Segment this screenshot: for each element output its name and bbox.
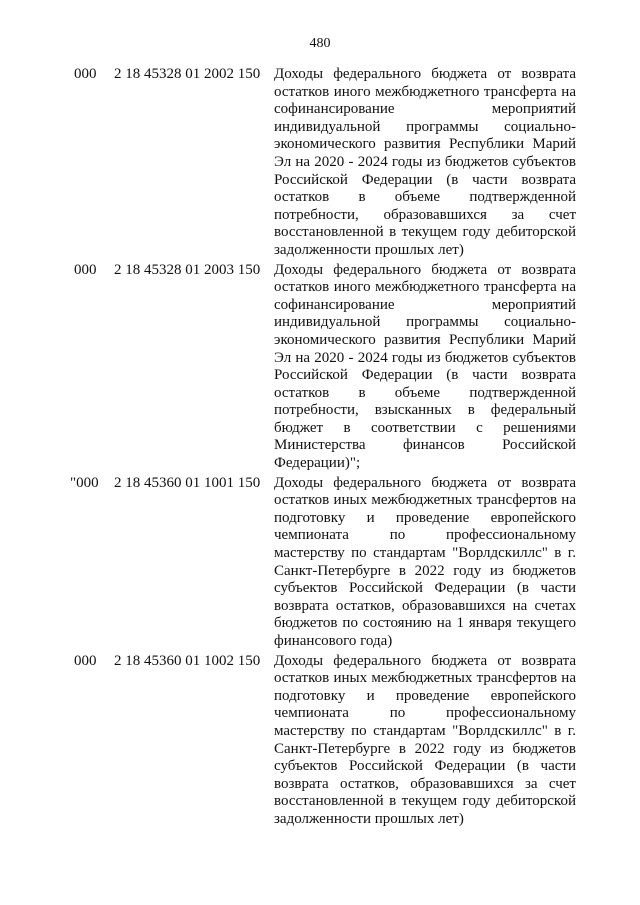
income-description: Доходы федерального бюджета от возврата остатков иного межбюджетного трансферта на софинансирование мероприятий индивидуальной программы социально-экономического развития Республики Марий Эл на 2020 - 2024 годы из бюджетов субъектов Российской Федерации (в части возврата остатков в объеме подтвержденной потребности, образовавшихся за счет восстановленной в текущем году дебиторской задолженности прошлых лет)	[274, 66, 576, 258]
admin-code: 000	[74, 66, 97, 82]
income-codes-list	[70, 66, 580, 831]
list-item	[70, 653, 580, 829]
income-description: Доходы федерального бюджета от возврата остатков иных межбюджетных трансфертов на подготовку и проведение европейского чемпионата по профессиональному мастерству по стандартам "Ворлдскиллс" в г. Санкт-Петербурге в 2022 году из бюджетов субъектов Российской Федерации (в части возврата остатков, образовавшихся на счетах бюджетов по состоянию на 1 января текущего финансового года)	[274, 474, 576, 649]
income-code: 2 18 45360 01 1001 150	[114, 474, 261, 491]
list-item	[70, 66, 580, 260]
admin-code: 000	[74, 261, 97, 278]
admin-code: 000	[74, 652, 97, 669]
income-code: 2 18 45328 01 2002 150	[114, 66, 261, 82]
income-code: 2 18 45328 01 2003 150	[114, 261, 261, 278]
page-number: 480	[309, 36, 331, 51]
income-code: 2 18 45360 01 1002 150	[114, 652, 261, 669]
income-description: Доходы федерального бюджета от возврата остатков иного межбюджетного трансферта на софинансирование мероприятий индивидуальной программы социально-экономического развития Республики Марий Эл на 2020 - 2024 годы из бюджетов субъектов Российской Федерации (в части возврата остатков в объеме подтвержденной потребности, взысканных в федеральный бюджет в соответствии с решениями Министерства финансов Российской Федерации)";	[274, 261, 576, 472]
income-description: Доходы федерального бюджета от возврата остатков иных межбюджетных трансфертов на подготовку и проведение европейского чемпионата по профессиональному мастерству по стандартам "Ворлдскиллс" в г. Санкт-Петербурге в 2022 году из бюджетов субъектов Российской Федерации (в части возврата остатков, образовавшихся за счет восстановленной в текущем году дебиторской задолженности прошлых лет)	[274, 652, 576, 827]
list-item	[70, 262, 580, 473]
admin-code: "000	[70, 474, 99, 491]
list-item	[70, 475, 580, 651]
